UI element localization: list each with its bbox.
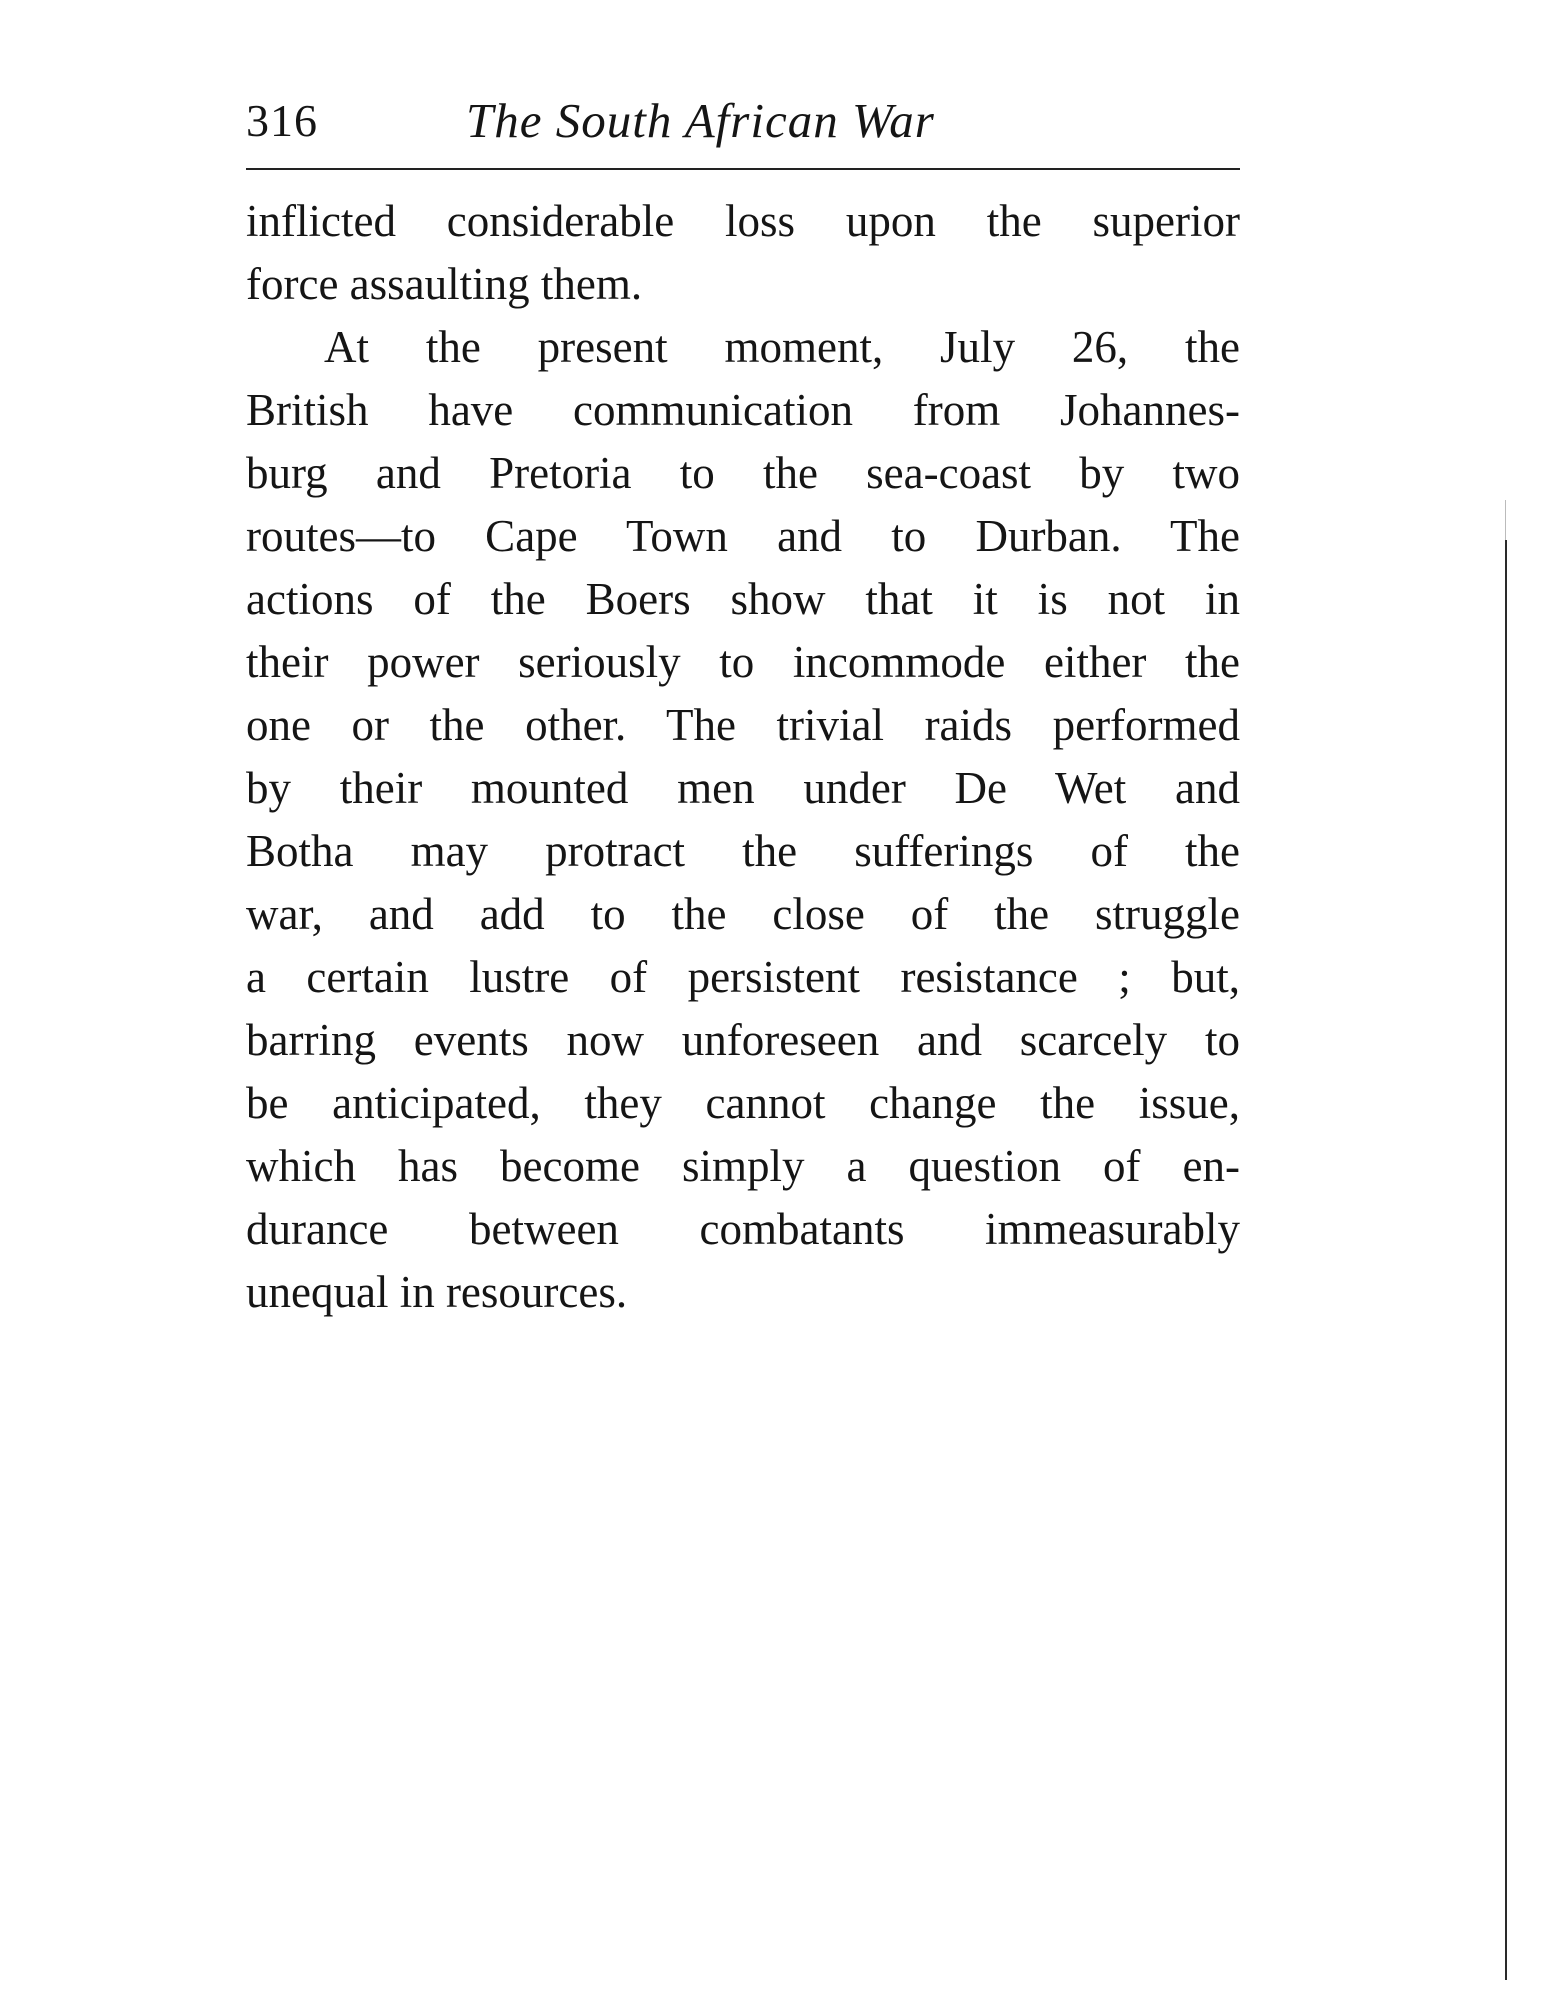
text-line: inflicted considerable loss upon the superior	[246, 196, 1240, 246]
text-line: durance between combatants immeasurably	[246, 1204, 1240, 1254]
text-line: burg and Pretoria to the sea-coast by two	[246, 448, 1240, 498]
text-line: one or the other. The trivial raids performed	[246, 700, 1240, 750]
scan-edge-line-faint	[1505, 500, 1506, 540]
text-line: war, and add to the close of the struggle	[246, 889, 1240, 939]
page-number: 316	[246, 95, 318, 146]
header-rule	[246, 168, 1240, 170]
scan-edge-line	[1505, 540, 1507, 1980]
text-line: a certain lustre of persistent resistance ; but,	[246, 952, 1240, 1002]
text-line: barring events now unforeseen and scarcely to	[246, 1015, 1240, 1065]
text-line: Botha may protract the sufferings of the	[246, 826, 1240, 876]
text-line: At the present moment, July 26, the	[324, 322, 1240, 372]
text-line: force assaulting them.	[246, 259, 643, 309]
running-title: The South African War	[466, 93, 935, 148]
body-text	[246, 190, 1240, 1324]
text-line: unequal in resources.	[246, 1267, 628, 1317]
text-line: by their mounted men under De Wet and	[246, 763, 1240, 813]
text-line: routes—to Cape Town and to Durban. The	[246, 511, 1240, 561]
running-head	[246, 88, 1240, 158]
text-line: be anticipated, they cannot change the issue,	[246, 1078, 1240, 1128]
text-line: British have communication from Johannes-	[246, 385, 1240, 435]
text-line: actions of the Boers show that it is not in	[246, 574, 1240, 624]
text-line: their power seriously to incommode either the	[246, 637, 1240, 687]
text-line: which has become simply a question of en-	[246, 1141, 1240, 1191]
